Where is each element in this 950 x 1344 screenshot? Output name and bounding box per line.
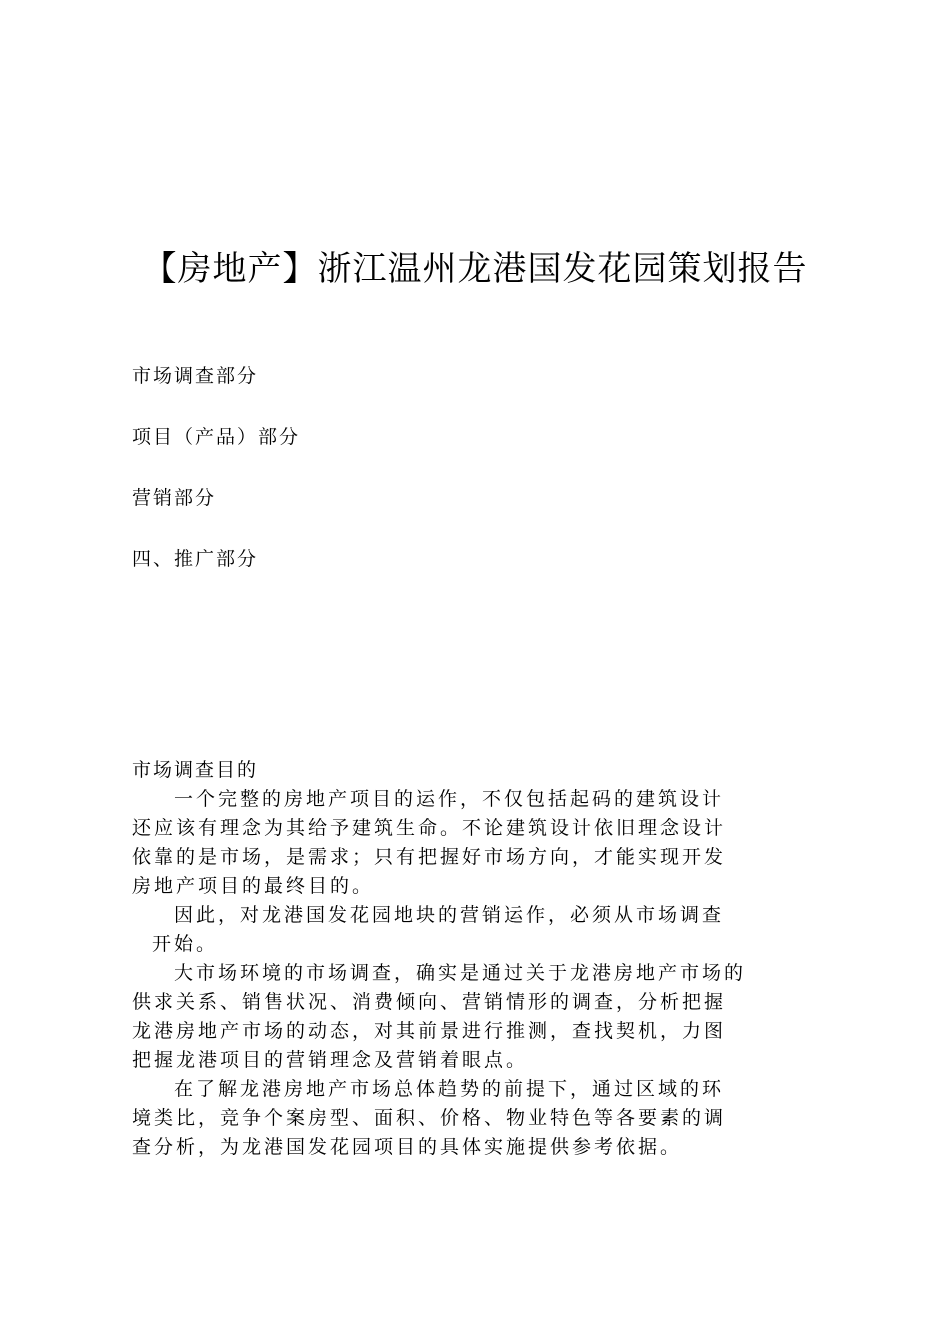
toc-item-project-product: 项目（产品）部分	[132, 426, 301, 448]
paragraph-line: 大市场环境的市场调查，确实是通过关于龙港房地产市场的	[174, 962, 747, 984]
paragraph-2	[132, 901, 752, 959]
paragraph-line: 境类比，竞争个案房型、面积、价格、物业特色等各要素的调	[132, 1107, 727, 1129]
paragraph-1	[132, 785, 752, 901]
paragraph-line: 一个完整的房地产项目的运作，不仅包括起码的建筑设计	[174, 788, 725, 810]
paragraph-line: 供求关系、销售状况、消费倾向、营销情形的调查，分析把握	[132, 991, 727, 1013]
paragraph-line: 依靠的是市场，是需求；只有把握好市场方向，才能实现开发	[132, 846, 727, 868]
paragraph-line: 在了解龙港房地产市场总体趋势的前提下，通过区域的环	[174, 1078, 725, 1100]
table-of-contents	[132, 362, 300, 606]
paragraph-3	[132, 959, 752, 1075]
paragraph-line: 还应该有理念为其给予建筑生命。不论建筑设计依旧理念设计	[132, 817, 727, 839]
document-title: 【房地产】浙江温州龙港国发花园策划报告	[142, 249, 808, 289]
market-survey-purpose-section	[132, 756, 752, 1162]
section-heading: 市场调查目的	[132, 759, 259, 781]
toc-item-market-survey: 市场调查部分	[132, 365, 259, 387]
toc-item-promotion: 四、推广部分	[132, 548, 259, 570]
paragraph-line: 查分析，为龙港国发花园项目的具体实施提供参考依据。	[132, 1136, 683, 1158]
paragraph-line: 龙港房地产市场的动态，对其前景进行推测，查找契机，力图	[132, 1020, 727, 1042]
toc-item-marketing: 营销部分	[132, 487, 217, 509]
paragraph-line: 把握龙港项目的营销理念及营销着眼点。	[132, 1049, 529, 1071]
paragraph-line: 因此，对龙港国发花园地块的营销运作，必须从市场调查	[174, 904, 725, 926]
paragraph-4	[132, 1075, 752, 1162]
paragraph-line: 房地产项目的最终目的。	[132, 875, 375, 897]
paragraph-line: 开始。	[152, 933, 219, 955]
